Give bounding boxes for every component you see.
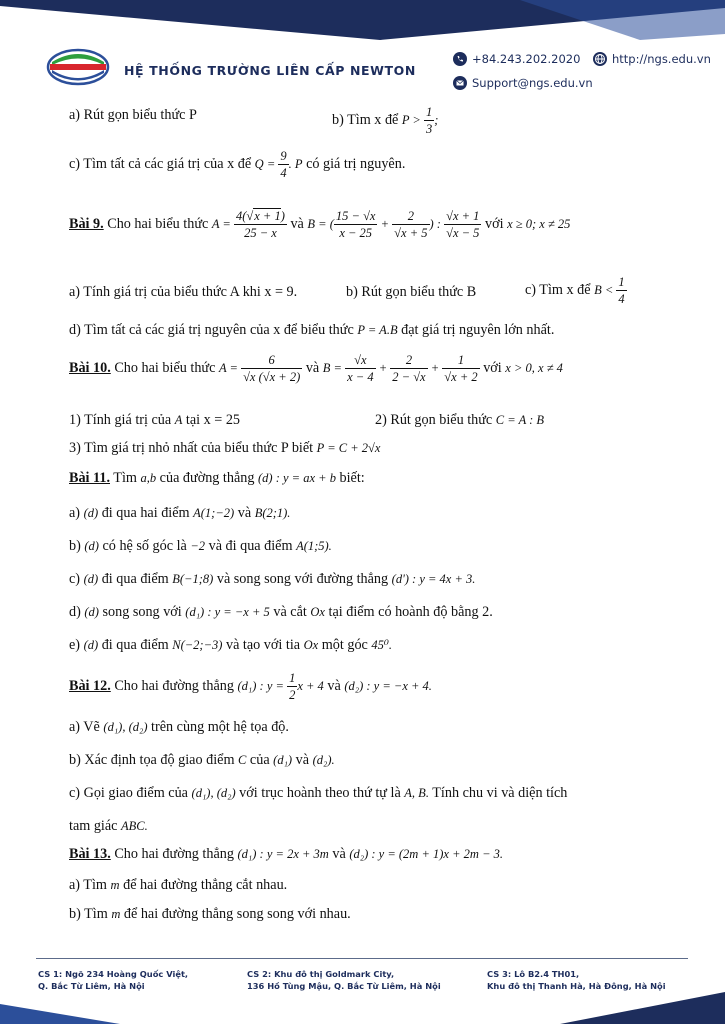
bai-12-statement: Bài 12. Cho hai đường thẳng (d₁) : y = $\frac{1}{2}$ x + 4 và (d₂) : y = −x + 4. bbox=[69, 671, 432, 702]
bai-10-1: 1) Tính giá trị của A tại x = 25 bbox=[69, 412, 241, 428]
bai-11-title: Bài 11. bbox=[69, 470, 110, 486]
school-logo bbox=[46, 48, 110, 86]
bai-11-c: c) (d) đi qua điểm B(−1;8) và song song với đường thẳng (d') : y = 4x + 3. bbox=[69, 571, 476, 587]
bai-10-2: 2) Rút gọn biểu thức C = A : B bbox=[375, 412, 545, 428]
footer-campus-3: CS 3: Lô B2.4 TH01, Khu đô thị Thanh Hà, Hà Đông, Hà Nội bbox=[487, 969, 666, 991]
line-2: c) Tìm tất cả các giá trị của x để Q = $\frac{9}{4}$ . P có giá trị nguyên. bbox=[69, 149, 406, 180]
footer-divider bbox=[36, 958, 688, 959]
bai-12-a: a) Vẽ (d₁), (d₂) trên cùng một hệ tọa độ. bbox=[69, 719, 289, 735]
bai-12-b: b) Xác định tọa độ giao điểm C của (d₁) và (d₂). bbox=[69, 752, 335, 768]
school-name: HỆ THỐNG TRƯỜNG LIÊN CẤP NEWTON bbox=[124, 63, 416, 78]
bai-11-statement: Bài 11. Tìm a,b của đường thẳng (d) : y = ax + b biết: bbox=[69, 470, 365, 486]
bai-9-c: c) Tìm x để B < $\frac{1}{4}$ bbox=[525, 275, 625, 306]
bai-10-3: 3) Tìm giá trị nhỏ nhất của biểu thức P biết P = C + 2√x bbox=[69, 440, 381, 456]
bai-11-d: d) (d) song song với (d₁) : y = −x + 5 và cắt Ox tại điểm có hoành độ bằng 2. bbox=[69, 604, 493, 620]
bai-9-a: a) Tính giá trị của biểu thức A khi x = 9. bbox=[69, 284, 298, 300]
bai-9-title: Bài 9. bbox=[69, 215, 104, 232]
bai-11-b: b) (d) có hệ số góc là −2 và đi qua điểm A(1;5). bbox=[69, 538, 332, 554]
line-1a: a) Rút gọn biểu thức P bbox=[69, 107, 197, 123]
website-link[interactable]: http://ngs.edu.vn bbox=[612, 52, 711, 66]
bai-11-a: a) (d) đi qua hai điểm A(1;−2) và B(2;1). bbox=[69, 505, 291, 521]
bai-13-a: a) Tìm m để hai đường thẳng cắt nhau. bbox=[69, 877, 288, 893]
bai-9-d: d) Tìm tất cả các giá trị nguyên của x để biểu thức P = A.B đạt giá trị nguyên lớn nhất. bbox=[69, 322, 555, 338]
footer-band bbox=[0, 992, 725, 1024]
bai-13-b: b) Tìm m để hai đường thẳng song song với nhau. bbox=[69, 906, 351, 922]
email-link[interactable]: Support@ngs.edu.vn bbox=[472, 76, 593, 90]
footer-campus-1: CS 1: Ngõ 234 Hoàng Quốc Việt, Q. Bắc Từ Liêm, Hà Nội bbox=[38, 969, 189, 991]
bai-13-title: Bài 13. bbox=[69, 846, 111, 862]
phone-icon bbox=[453, 52, 467, 66]
header-band bbox=[0, 0, 725, 40]
bai-10-statement: Bài 10. Cho hai biểu thức A = $\frac{6}{√x (√x + 2)}$ và B = $\frac{√x}{x - 4}$ + $\frac{2}{2 - √x}$ + $\frac{1}{√x + 2}$ với x > 0, x ≠ 4 bbox=[69, 353, 563, 384]
line-1b: b) Tìm x để P > $\frac{1}{3}$ ; bbox=[332, 105, 439, 136]
bai-10-title: Bài 10. bbox=[69, 359, 111, 376]
phone-number: +84.243.202.2020 bbox=[472, 52, 581, 66]
bai-11-e: e) (d) đi qua điểm N(−2;−3) và tạo với tia Ox một góc 45⁰. bbox=[69, 637, 393, 653]
bai-9-b: b) Rút gọn biểu thức B bbox=[346, 284, 477, 300]
bai-12-c-cont: tam giác ABC. bbox=[69, 818, 148, 834]
bai-9-statement: Bài 9. Cho hai biểu thức A = $\frac{4(√x + 1)}{25 - x}$ và B = ( $\frac{15 - √x}{x - 25}$ + $\frac{2}{√x + 5}$ ) : $\frac{√x + 1}{√x - 5}$ với x ≥ 0; x ≠ 25 bbox=[69, 209, 571, 240]
footer-campus-2: CS 2: Khu đô thị Goldmark City, 136 Hồ Tùng Mậu, Q. Bắc Từ Liêm, Hà Nội bbox=[247, 969, 441, 991]
globe-icon bbox=[593, 52, 607, 66]
bai-12-title: Bài 12. bbox=[69, 677, 111, 694]
bai-12-c: c) Gọi giao điểm của (d₁), (d₂) với trục hoành theo thứ tự là A, B. Tính chu vi và diện tích bbox=[69, 785, 568, 801]
email-icon bbox=[453, 76, 467, 90]
bai-13-statement: Bài 13. Cho hai đường thẳng (d₁) : y = 2x + 3m và (d₂) : y = (2m + 1)x + 2m − 3. bbox=[69, 846, 504, 862]
